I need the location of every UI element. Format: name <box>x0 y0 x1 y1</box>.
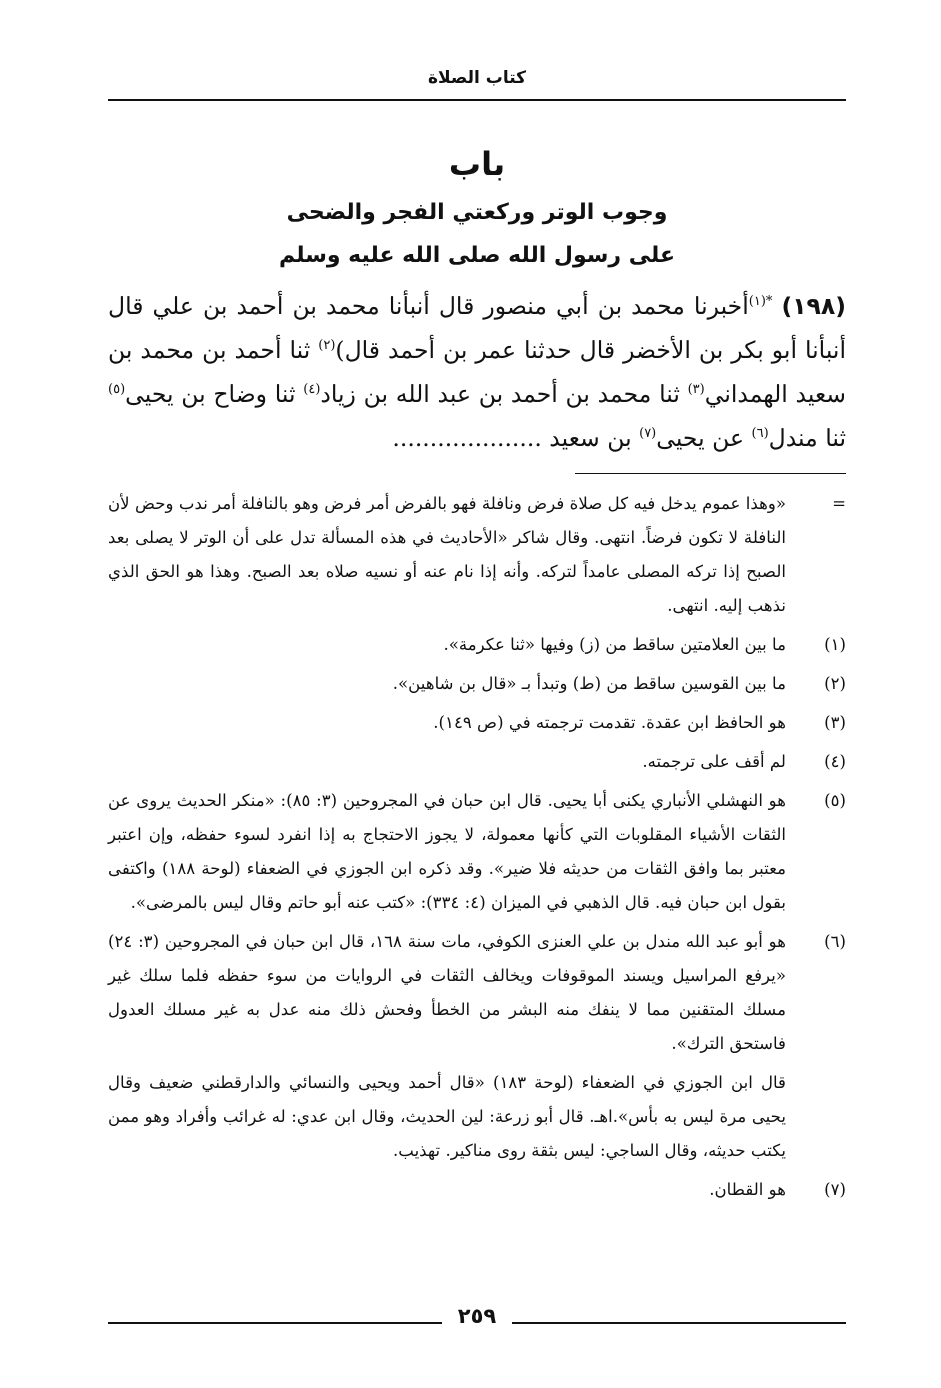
footnote-7 <box>108 1173 846 1207</box>
footnote-marker: (٧) <box>824 1180 846 1199</box>
footnote-marker: (٢) <box>824 674 846 693</box>
footer-rule-left <box>108 1322 442 1324</box>
footnotes <box>108 487 846 1212</box>
footnote-ref-2[interactable]: (٢) <box>318 338 336 353</box>
running-header-title: كتاب الصلاة <box>427 68 527 88</box>
footnote-marker: (٦) <box>824 932 846 951</box>
footnote-text: ما بين العلامتين ساقط من (ز) وفيها «ثنا عكرمة». <box>443 635 786 654</box>
footnote-ref-1[interactable]: (١) <box>748 294 766 309</box>
footnote-ref-4[interactable]: (٤) <box>303 382 321 397</box>
header-rule <box>108 99 846 101</box>
footnote-ref-7[interactable]: (٧) <box>639 426 657 441</box>
chapter-subtitle-2: على رسول الله صلى الله عليه وسلم <box>278 243 676 268</box>
hadith-part: ثنا مندل <box>768 424 846 452</box>
hadith-part: ثنا محمد بن أحمد بن عبد الله بن زياد <box>320 380 688 408</box>
footnote-continued <box>108 487 846 623</box>
hadith-number: (١٩٨) <box>781 292 846 320</box>
hadith-part: أخبرنا محمد بن أبي منصور قال أنبأنا محمد بن أحمد بن علي قال أنبأنا أبو بكر بن الأخضر قال حدثنا عمر بن أحمد قال) <box>108 292 847 364</box>
hadith-part: بن سعيد .................... <box>392 424 640 452</box>
page-number: ٢٥٩ <box>457 1304 497 1328</box>
footnote-ref-6[interactable]: (٦) <box>751 426 769 441</box>
footnote-4 <box>108 745 846 779</box>
footnote-marker: (٣) <box>824 713 846 732</box>
footnote-5 <box>108 784 846 920</box>
hadith-part: ثنا وضاح بن يحيى <box>125 380 304 408</box>
chapter-subtitle-1: وجوب الوتر وركعتي الفجر والضحى <box>286 200 668 225</box>
footnote-text: هو القطان. <box>709 1180 786 1199</box>
footnote-2 <box>108 667 846 701</box>
footnote-marker: (١) <box>824 635 846 654</box>
hadith-part: ثنا أحمد بن محمد بن سعيد الهمداني <box>108 336 847 408</box>
footnote-text: لم أقف على ترجمته. <box>642 752 786 771</box>
chapter-heading: باب <box>448 145 506 183</box>
footnote-marker: = <box>832 494 846 513</box>
hadith-part: عن يحيى <box>656 424 752 452</box>
footnote-ref-5[interactable]: (٥) <box>108 382 126 397</box>
footnote-text: هو أبو عبد الله مندل بن علي العنزى الكوفي، مات سنة ١٦٨، قال ابن حبان في المجروحين (٣: ٢٤) «يرفع المراسيل ويسند الموقوفات ويخالف الثقات في الروايات من سوء حفظه فلما سلك غير مسلك المتقنين مما لا ينفك منه البشر من الخطأ وفحش ذلك منه عدل به غير مسلك العدول فاستحق الترك». <box>108 932 786 1053</box>
footnote-6-continuation: قال ابن الجوزي في الضعفاء (لوحة ١٨٣) «قال أحمد ويحيى والنسائي والدارقطني ضعيف وقال يحيى مرة ليس به بأس».اهـ. قال أبو زرعة: لين الحديث، وقال ابن عدي: له غرائب وأفراد وهو ممن يكتب حديثه، وقال الساجي: ليس بثقة روى مناكير. تهذيب. <box>108 1073 786 1160</box>
footnote-marker: (٥) <box>824 791 846 810</box>
footnote-text: هو الحافظ ابن عقدة. تقدمت ترجمته في (ص ١٤٩). <box>433 713 786 732</box>
page-footer <box>108 1304 846 1334</box>
hadith-text <box>108 284 846 460</box>
footnote-3 <box>108 706 846 740</box>
footnote-text: هو النهشلي الأنباري يكنى أبا يحيى. قال ابن حبان في المجروحين (٣: ٨٥): «منكر الحديث يروى عن الثقات الأشياء المقلوبات التي كأنها معمولة، لا يجوز الاحتجاج به إذا انفرد لسوء حفظه، وإن اعتبر معتبر بما وافق الثقات من حديثه فلا ضير». وقد ذكره ابن الجوزي في الضعفاء (لوحة ١٨٨) واكتفى بقول ابن حبان فيه. قال الذهبي في الميزان (٤: ٣٣٤): «كتب عنه أبو حاتم وقال ليس بالمرضى». <box>108 791 786 912</box>
footnote-marker: (٤) <box>824 752 846 771</box>
footer-rule-right <box>512 1322 846 1324</box>
footnote-6 <box>108 925 846 1061</box>
footnote-text: «وهذا عموم يدخل فيه كل صلاة فرض ونافلة فهو بالفرض أمر فرض وهو بالنافلة أمر ندب وحض لأن النافلة لا تكون فرضاً. انتهى. وقال شاكر «الأحاديث في هذه المسألة تدل على أن الوتر لا يصلى بعد الصبح إذا تركه المصلى عامداً لتركه. وأنه إذا نام عنه أو نسيه صلاه بعد الصبح. وهذا هو الحق الذي نذهب إليه. انتهى. <box>108 494 786 615</box>
star-marker: * <box>765 294 773 309</box>
footnote-text: ما بين القوسين ساقط من (ط) وتبدأ بـ «قال بن شاهين». <box>392 674 786 693</box>
footnote-1 <box>108 628 846 662</box>
footnotes-rule <box>575 473 846 474</box>
footnote-ref-3[interactable]: (٣) <box>687 382 705 397</box>
